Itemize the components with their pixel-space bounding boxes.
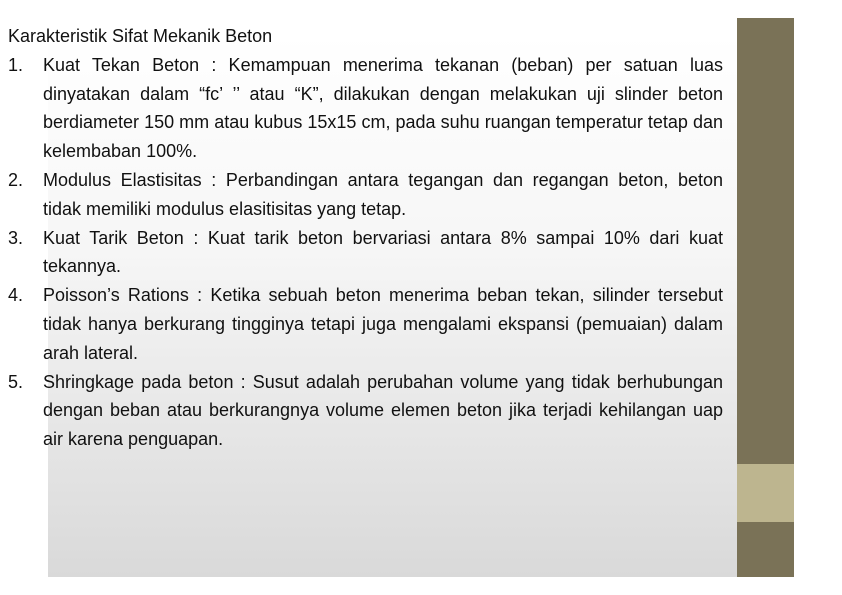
list-item: [8, 51, 723, 166]
item-text: Modulus Elastisitas : Perbandingan antara tegangan dan regangan beton, beton tidak memiliki modulus elasitisitas yang tetap.: [43, 169, 723, 219]
side-bar-middle: [737, 464, 794, 522]
item-number: 2.: [8, 169, 24, 190]
item-text: Kuat Tekan Beton : Kemampuan menerima tekanan (beban) per satuan luas dinyatakan dalam “fc’ ’’ atau “K”, dilakukan dengan melakukan uji slinder beton berdiameter 150 mm atau kubus 15x15 cm, pada suhu ruangan temperatur tetap dan kelembaban 100%.: [43, 54, 723, 162]
slide-content: [8, 22, 723, 454]
item-text: Poisson’s Rations : Ketika sebuah beton menerima beban tekan, silinder tersebut tidak hanya berkurang tingginya tetapi juga mengalami ekspansi (pemuaian) dalam arah lateral.: [43, 285, 723, 363]
list-item: [8, 224, 723, 282]
item-number: 4.: [8, 285, 24, 306]
list-item: [8, 281, 723, 367]
item-number: 3.: [8, 227, 24, 248]
slide-title: Karakteristik Sifat Mekanik Beton: [8, 26, 273, 46]
side-bar-top: [737, 18, 794, 464]
side-bar-bottom: [737, 522, 794, 577]
list-item: [8, 368, 723, 454]
item-text: Shringkage pada beton : Susut adalah perubahan volume yang tidak berhubungan dengan beban atau berkurangnya volume elemen beton jika terjadi kehilangan uap air karena penguapan.: [43, 371, 723, 450]
item-number: 1.: [8, 54, 24, 75]
list-item: [8, 166, 723, 224]
item-text: Kuat Tarik Beton : Kuat tarik beton bervariasi antara 8% sampai 10% dari kuat tekannya.: [43, 227, 723, 277]
property-list: [8, 51, 723, 454]
item-number: 5.: [8, 371, 24, 392]
